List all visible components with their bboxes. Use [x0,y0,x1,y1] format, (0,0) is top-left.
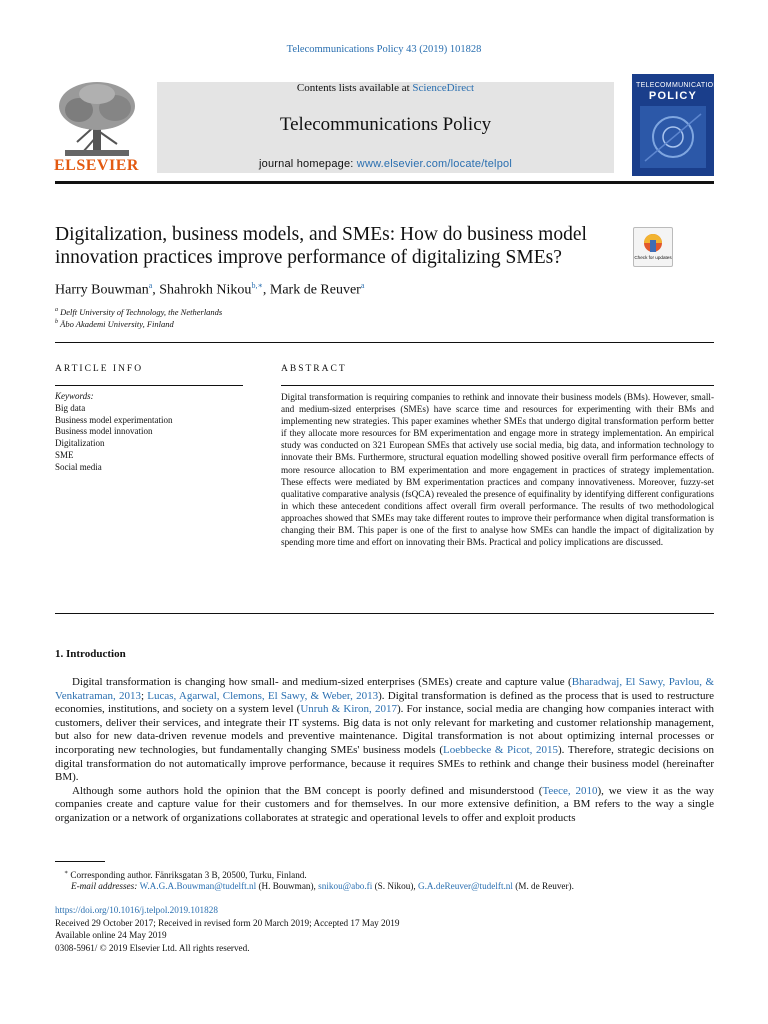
footnote-text: Corresponding author. Fänriksgatan 3 B, 20500, Turku, Finland. [70,870,307,881]
cover-title-line2: POLICY [648,90,698,102]
article-info-divider [55,385,243,386]
sciencedirect-link[interactable]: ScienceDirect [412,82,475,94]
article-info-heading: ARTICLE INFO [55,364,144,374]
citation-link[interactable]: Unruh & Kiron, 2017 [300,703,397,716]
section-divider [55,342,714,343]
copyright: 0308-5961/ © 2019 Elsevier Ltd. All rights reserved. [55,943,250,953]
paragraph [55,785,714,826]
doi-link[interactable]: https://doi.org/10.1016/j.telpol.2019.101828 [55,905,218,915]
citation-link[interactable]: Loebbecke & Picot, 2015 [442,743,558,756]
crossmark-label: Check for updates [634,255,672,260]
contents-line [157,82,614,94]
affiliation-text: Delft University of Technology, the Netherlands [60,307,223,317]
email-owner: (H. Bouwman), [256,881,319,891]
abstract-divider [281,385,714,386]
email-owner: (S. Nikou), [372,881,418,891]
affiliation-marker: a [55,307,58,314]
crossmark-badge[interactable] [633,227,673,267]
affiliation-text: Åbo Akademi University, Finland [60,319,174,329]
paragraph-text: ). Therefore, strategic decisions on digital transformation do not automatically improve performance, because it requires SMEs to rethink and change their business model (hereinafter BM). [55,743,714,784]
email-owner: (M. de Reuver). [512,881,574,891]
affiliation-marker: b [55,319,58,326]
paragraph-text: ). For instance, social media are changing how companies interact with customers, deliver their services, and integrate their IT systems. Big data is not only relevant for marketing and customer relationship management, but also for new data-driven revenue models and preventive maintenance. Digital transformation is not about optimizing internal processes or incorporating new technologies, but fundamentally changing SMEs' business models ( [55,703,714,756]
homepage-prefix: journal homepage: [259,158,357,170]
journal-cover-image [632,74,724,176]
homepage-link[interactable]: www.elsevier.com/locate/telpol [356,158,512,170]
article-title: Digitalization, business models, and SMEs: How do business model innovation practices improve performance of digitalizing SMEs? [55,224,587,268]
available-online: Available online 24 May 2019 [55,930,167,940]
author-list: Harry Bouwman$^a$, Shahrokh Nikou$^{b,∗}$, Mark de Reuver$^a$ [55,281,365,298]
paragraph-text: ; [141,689,148,702]
keyword: Big data [55,402,86,413]
paragraph [55,676,714,785]
email-link[interactable]: snikou@abo.fi [318,881,373,891]
paragraph-text: ). Digital transformation is defined as the process that is used to restructure economies, institutions, and society on a system level ( [55,689,715,716]
footnote-marker: ∗ [64,870,69,876]
author-name: Mark de Reuver [269,282,361,298]
author-name: Harry Bouwman [55,282,149,298]
paragraph-text: Digital transformation is changing how small- and medium-sized enterprises (SMEs) create and capture value ( [72,676,572,688]
email-label: E-mail addresses: [71,881,140,891]
email-link[interactable]: W.A.G.A.Bouwman@tudelft.nl [139,881,257,891]
affiliation [55,307,222,317]
introduction-body [55,676,714,826]
citation-link[interactable]: Lucas, Agarwal, Clemons, El Sawy, & Weber, 2013 [147,689,379,702]
keyword: Social media [55,461,102,472]
paragraph-text: ), we view it as the way companies create and capture value for their customers and for themselves. In our more extensive definition, a BM refers to the way a single organization or a network of organizations collaborates at strategic and operational levels to offer and exploit products [55,784,714,824]
paragraph-text: Although some authors hold the opinion that the BM concept is poorly defined and misunderstood ( [72,784,543,797]
keyword: SME [55,449,74,460]
abstract-heading: ABSTRACT [281,364,347,374]
received-dates: Received 29 October 2017; Received in revised form 20 March 2019; Accepted 17 May 2019 [55,918,400,928]
author-affiliation-marker[interactable]: a [148,281,153,290]
citation-link[interactable]: Teece, 2010 [542,784,598,797]
header-divider [55,181,714,184]
keyword: Business model experimentation [55,414,173,425]
affiliation [55,319,174,329]
abstract-bottom-divider [55,613,714,614]
journal-citation[interactable]: Telecommunications Policy 43 (2019) 101828 [286,44,482,55]
section-heading: 1. Introduction [55,648,126,660]
journal-name: Telecommunications Policy [279,114,492,135]
cover-title-line1: TELECOMMUNICATIONS [636,82,724,89]
abstract-text: Digital transformation is requiring companies to rethink and innovate their business models (BMs). However, small- and medium-sized enterprises (SMEs) have scarce time and resources for experimenting with their BMs and implementing new strategies. This paper examines whether SMEs that undergo digital transformation perform better if they allocate more resources for BM experimentation and engage more in strategy implementation. An empirical study was conducted on 321 European SMEs that actively use social media, big data, and information technology to innovate their BMs. Furthermore, structural equation modelling showed positive overall firm performance effects of more resource allocation to BM experimentation and more engagement in practices of strategy implementation. These effects were mediated by BM experimentation practices and company innovativeness. Moreover, fuzzy-set qualitative comparative analysis (fsQCA) revealed the presence of equifinality by identifying different configurations in which these antecedent conditions affect overall firm overall performance. The results of two methodological approaches showed that SMEs may take different routes to improve their performance when digital transformation is changing their BM. This paper is one of the first to analyse how SMEs can handle the impact of digitalization by spending more time and effort on innovating their BMs. Practical and policy implications are discussed. [281,392,714,548]
contents-prefix: Contents lists available at [296,82,413,94]
author-affiliation-marker[interactable]: b,∗ [251,281,263,290]
footnote-divider [55,861,105,862]
keywords-block [55,391,172,474]
citation-link[interactable]: Bharadwaj, El Sawy, Pavlou, & Venkatraman, 2013 [55,676,714,702]
keyword: Business model innovation [55,426,153,437]
elsevier-wordmark: ELSEVIER [54,157,139,174]
author-affiliation-marker[interactable]: a [360,281,365,290]
homepage-line [157,158,614,170]
email-link[interactable]: G.A.deReuver@tudelft.nl [417,881,513,891]
author-name: Shahrokh Nikou [159,282,252,298]
keywords-label: Keywords: [55,391,94,401]
keyword: Digitalization [55,438,105,449]
email-addresses [71,880,574,892]
